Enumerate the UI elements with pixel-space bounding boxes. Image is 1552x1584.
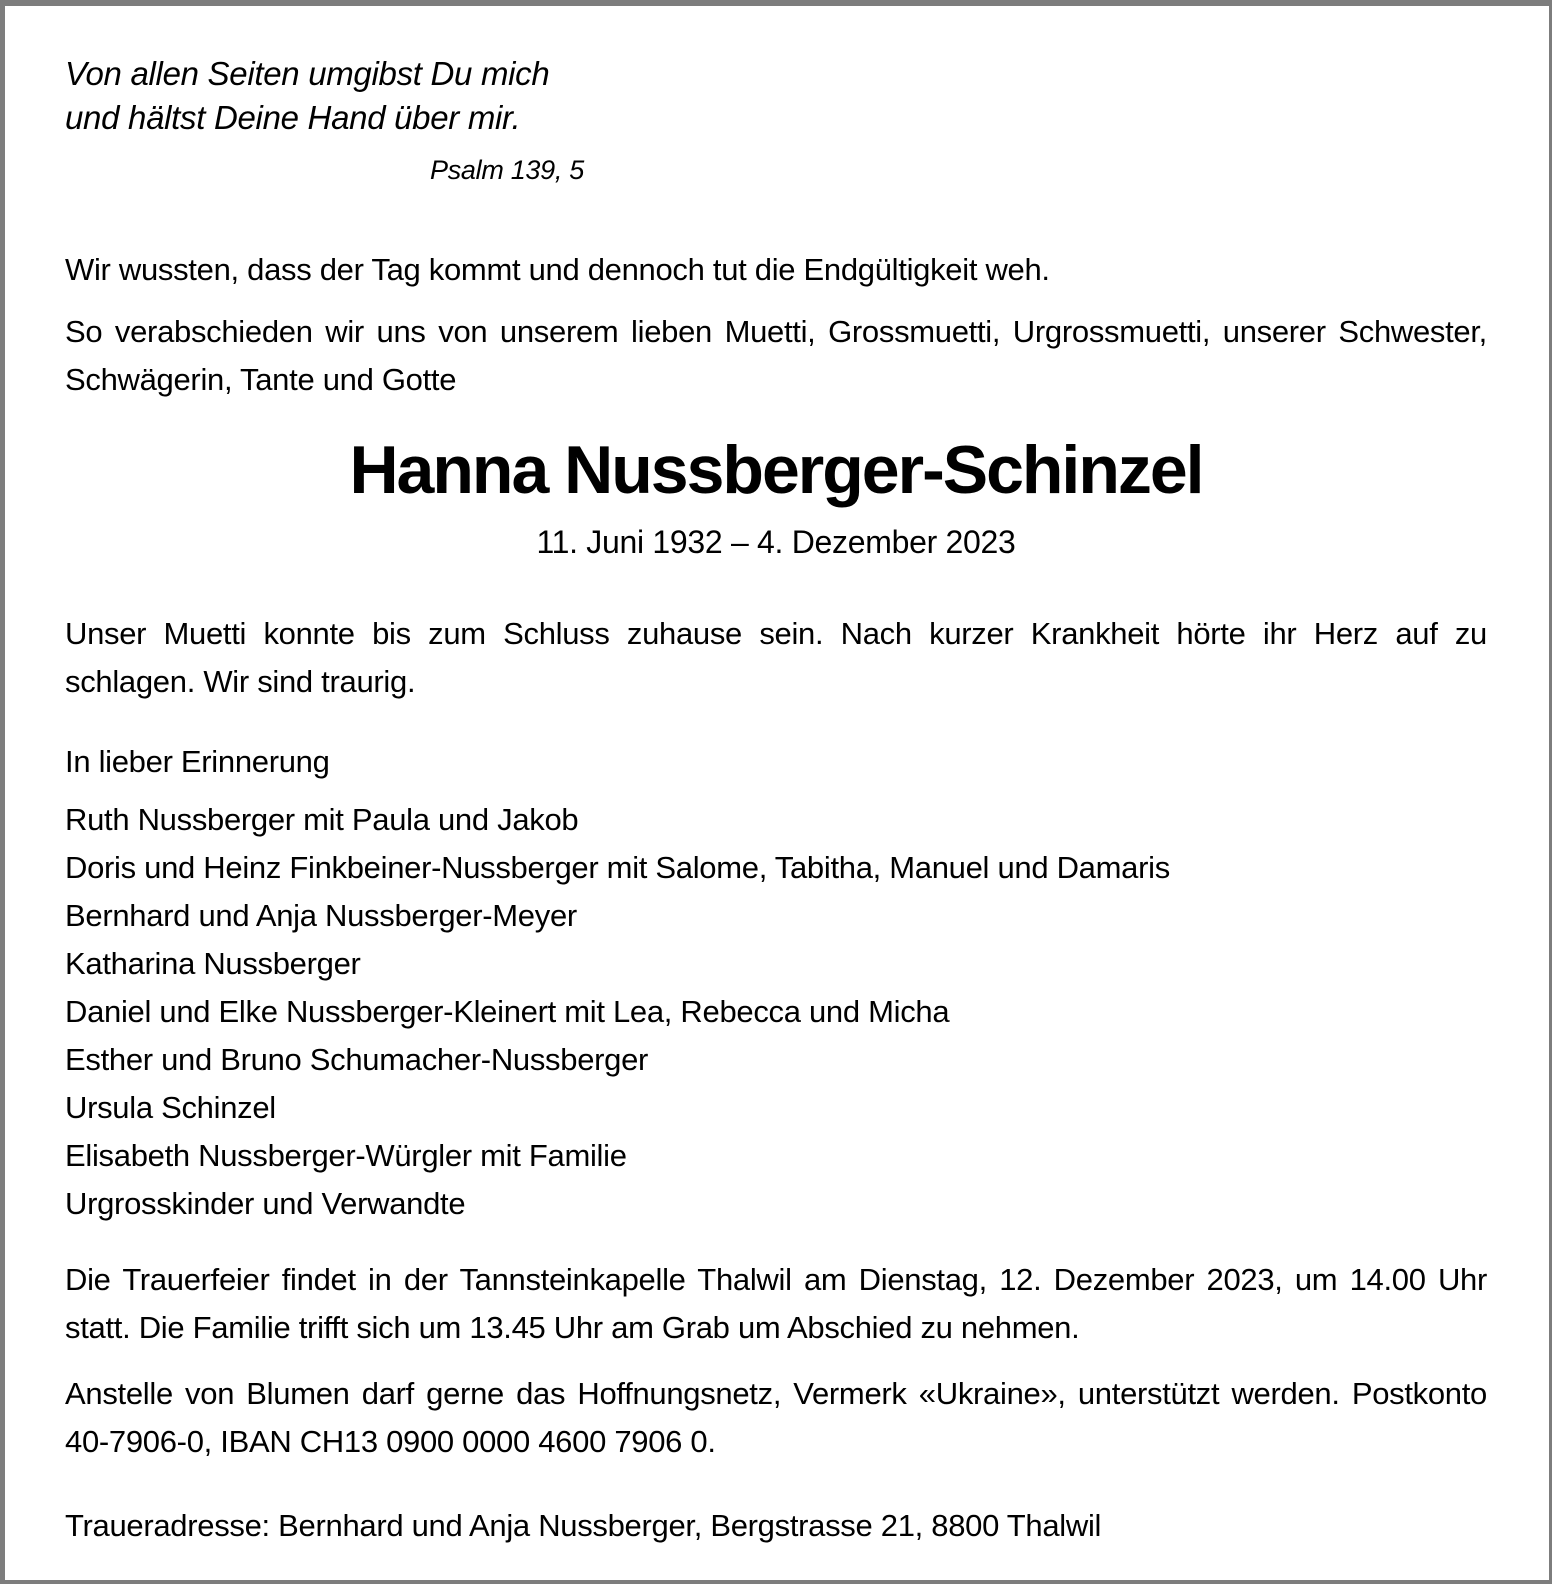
mourner-line: Doris und Heinz Finkbeiner-Nussberger mit Salome, Tabitha, Manuel und Damaris: [65, 850, 1170, 885]
mourning-address: Traueradresse: Bernhard und Anja Nussberger, Bergstrasse 21, 8800 Thalwil: [65, 1508, 1102, 1543]
scripture-quote: [65, 52, 1487, 188]
mourner-line: Ruth Nussberger mit Paula und Jakob: [65, 802, 579, 837]
mourner-line: Daniel und Elke Nussberger-Kleinert mit Lea, Rebecca und Micha: [65, 994, 950, 1029]
deceased-name: Hanna Nussberger-Schinzel: [349, 432, 1203, 508]
mourner-line: Bernhard und Anja Nussberger-Meyer: [65, 898, 577, 933]
quote-line-2: und hältst Deine Hand über mir.: [65, 99, 521, 136]
mourner-line: Esther und Bruno Schumacher-Nussberger: [65, 1042, 649, 1077]
quote-attribution: Psalm 139, 5: [430, 155, 584, 185]
mourner-line: Urgrosskinder und Verwandte: [65, 1186, 466, 1221]
life-dates: 11. Juni 1932 – 4. Dezember 2023: [536, 524, 1016, 560]
intro-paragraph: Wir wussten, dass der Tag kommt und dennoch tut die Endgültigkeit weh.: [65, 252, 1050, 287]
farewell-paragraph: So verabschieden wir uns von unserem lieben Muetti, Grossmuetti, Urgrossmuetti, unserer Schwester, Schwägerin, Tante und Gotte: [65, 314, 1487, 397]
mourner-line: Katharina Nussberger: [65, 946, 361, 981]
service-info: Die Trauerfeier findet in der Tannsteinkapelle Thalwil am Dienstag, 12. Dezember 2023, um 14.00 Uhr statt. Die Familie trifft sich um 13.45 Uhr am Grab um Abschied zu nehmen.: [65, 1262, 1487, 1345]
quote-line-1: Von allen Seiten umgibst Du mich: [65, 55, 550, 92]
mourners-list: [65, 796, 1487, 1228]
message-paragraph: Unser Muetti konnte bis zum Schluss zuhause sein. Nach kurzer Krankheit hörte ihr Herz auf zu schlagen. Wir sind traurig.: [65, 616, 1487, 699]
remembrance-label: In lieber Erinnerung: [65, 744, 330, 779]
mourner-line: Ursula Schinzel: [65, 1090, 276, 1125]
donation-info: Anstelle von Blumen darf gerne das Hoffnungsnetz, Vermerk «Ukraine», unterstützt werden. Postkonto 40-7906-0, IBAN CH13 0900 0000 4600 7906 0.: [65, 1376, 1487, 1459]
mourner-line: Elisabeth Nussberger-Würgler mit Familie: [65, 1138, 627, 1173]
